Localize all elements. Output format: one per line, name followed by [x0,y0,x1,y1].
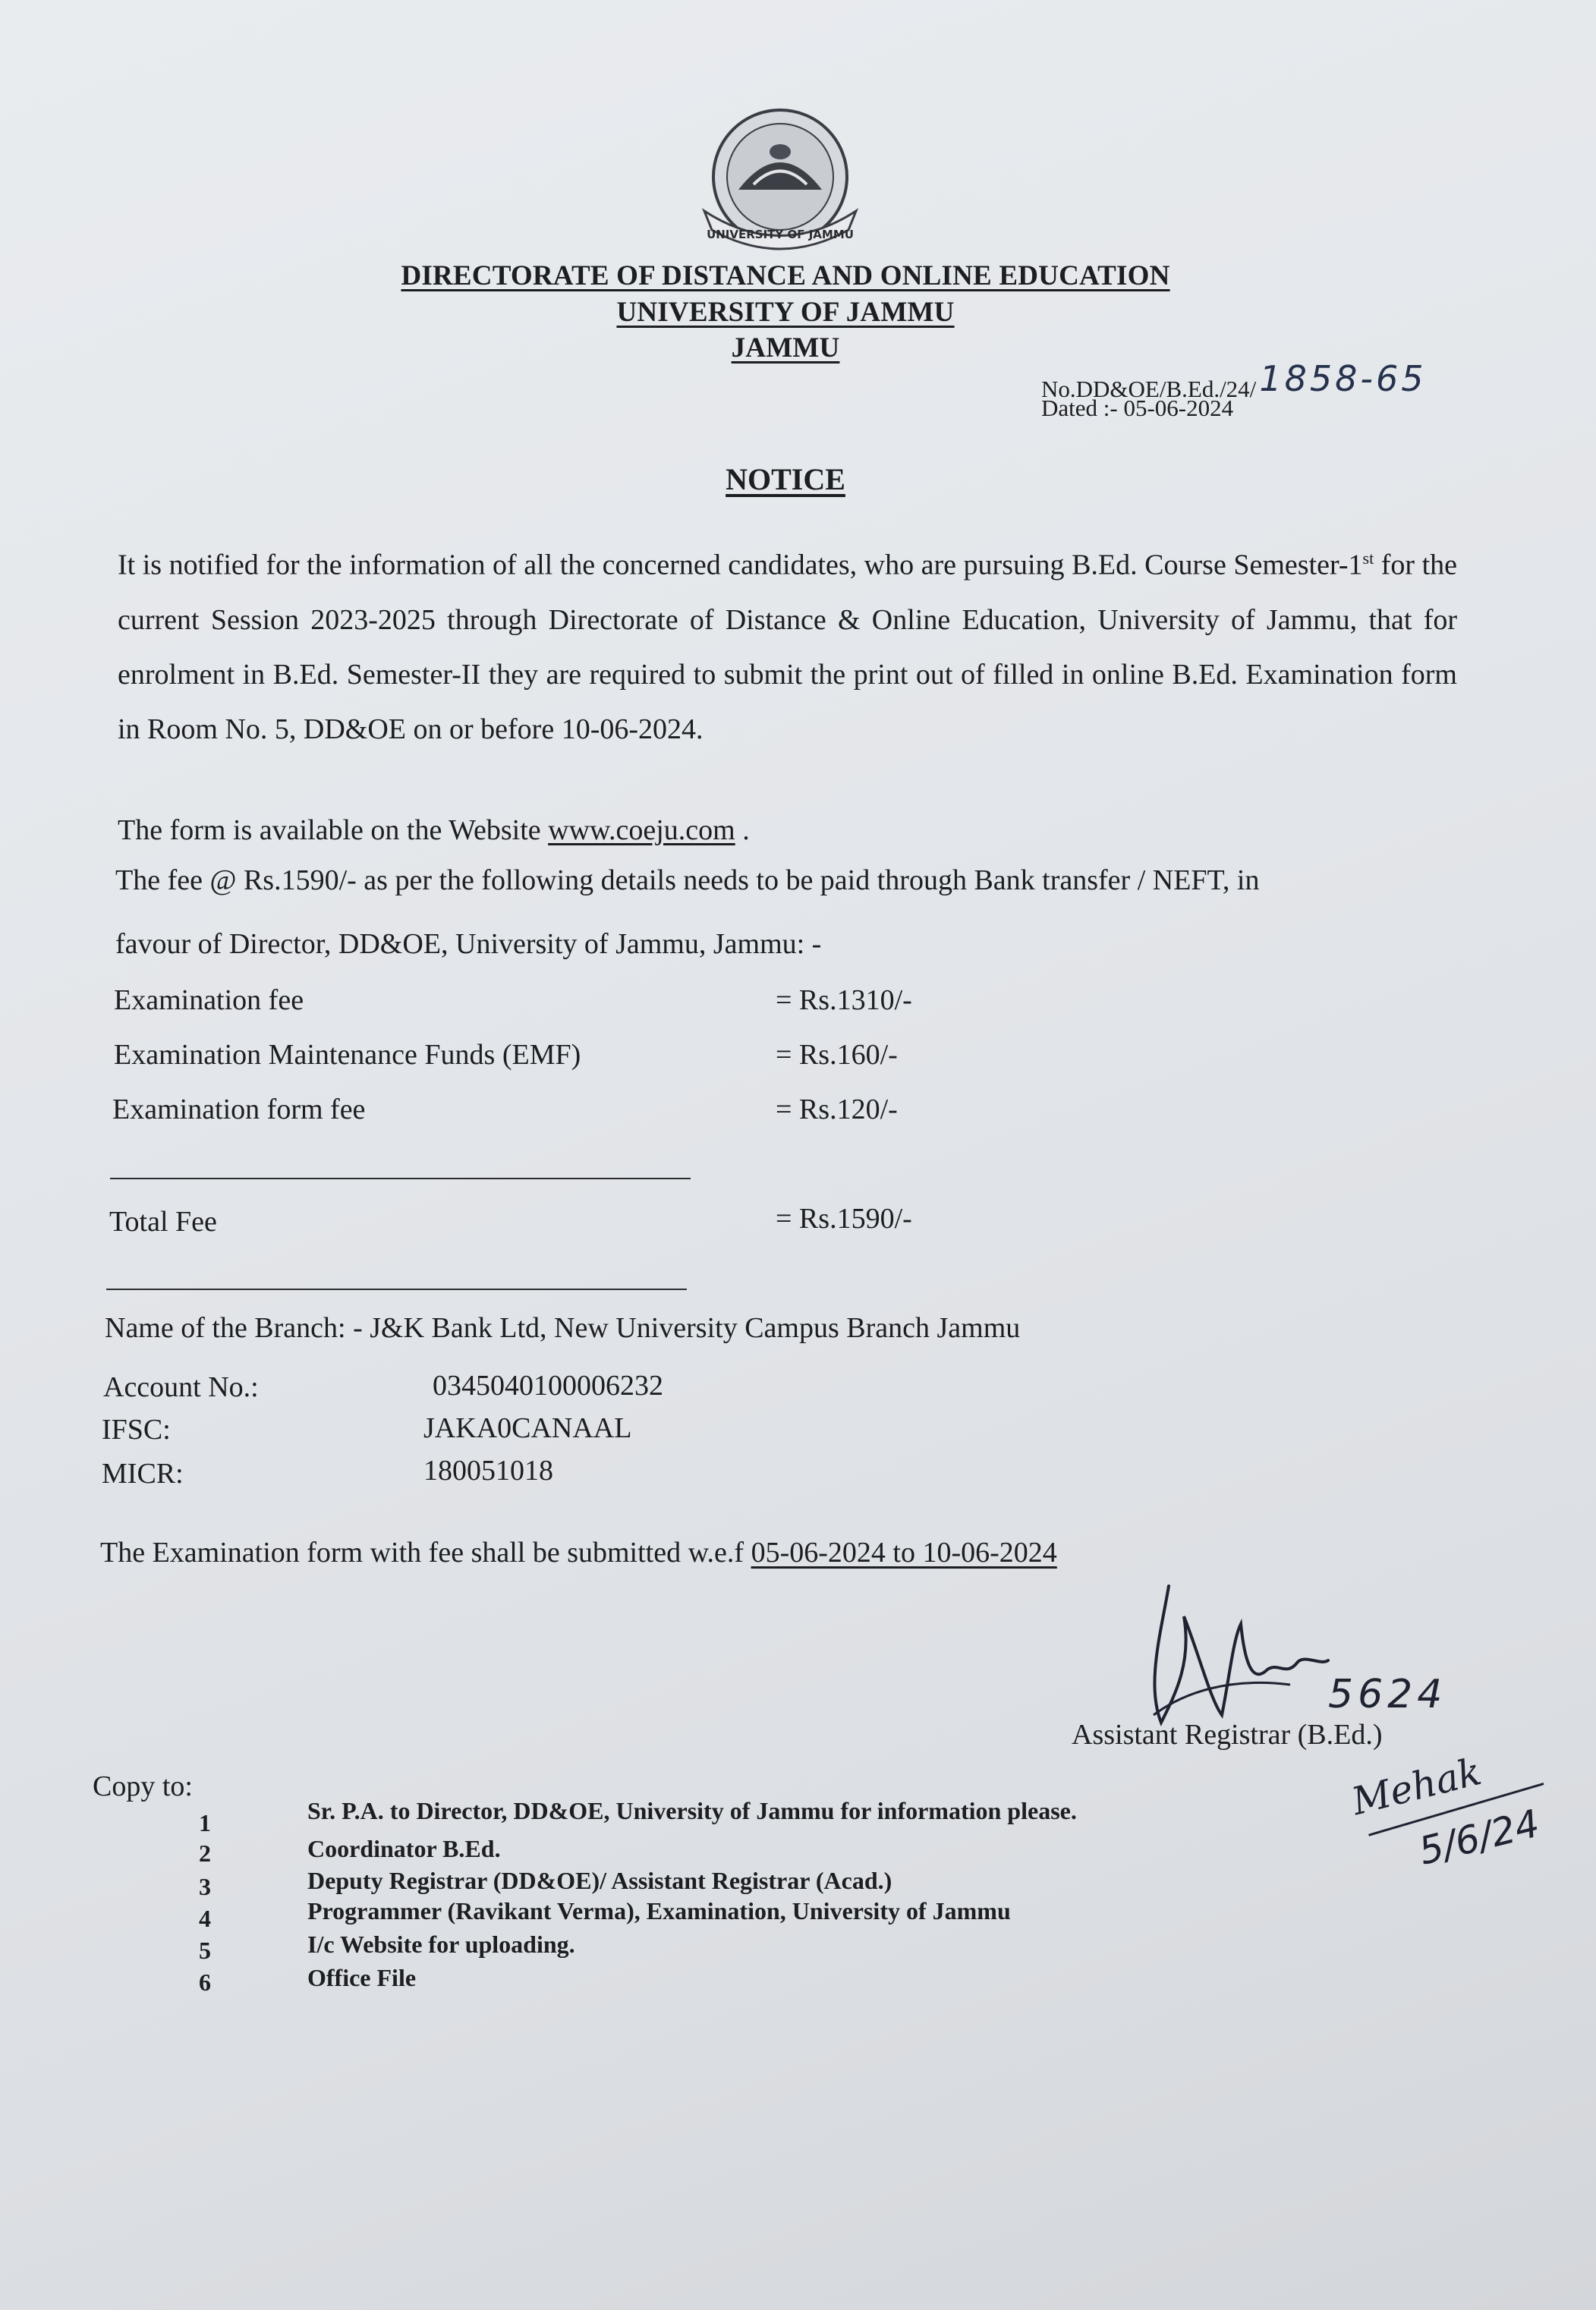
bank-branch: Name of the Branch: - J&K Bank Ltd, New University Campus Branch Jammu [105,1312,1021,1344]
designation: Assistant Registrar (B.Ed.) [1072,1719,1383,1751]
notice-date: Dated :- 05-06-2024 [1041,395,1234,421]
fee-row-amount: = Rs.160/- [776,1039,898,1071]
directorate-heading: DIRECTORATE OF DISTANCE AND ONLINE EDUCATION [401,260,1170,291]
website-link[interactable]: www.coeju.com [548,814,735,846]
receipt-name: Mehak [1347,1749,1486,1824]
micr-label: MICR: [102,1458,184,1490]
copy-to-item: Coordinator B.Ed. [307,1835,501,1862]
website-suffix: . [735,814,750,846]
copy-to-number: 6 [199,1969,211,1996]
copy-to-item: I/c Website for uploading. [307,1931,575,1958]
submission-dates: 05-06-2024 to 10-06-2024 [751,1537,1057,1569]
city-heading: JAMMU [731,332,840,363]
notice-title: NOTICE [726,462,845,496]
receipt-handwriting [1343,1729,1571,1888]
ifsc-value: JAKA0CANAAL [423,1412,632,1444]
website-line [118,814,750,847]
reference-number-printed: No.DD&OE/B.Ed./24/ [1041,376,1257,402]
submission-line [100,1536,1057,1569]
copy-to-number: 5 [199,1937,211,1964]
university-heading: UNIVERSITY OF JAMMU [616,297,955,328]
total-fee-label: Total Fee [109,1206,217,1238]
seal-label: UNIVERSITY OF JAMMU [707,228,854,241]
copy-to-number: 4 [199,1905,211,1932]
paragraph-text-1: It is notified for the information of all the concerned candidates, who are pursuing B.Ed. Course Semester-1 [118,549,1363,581]
total-divider [106,1289,687,1290]
university-seal-logo [697,105,864,256]
copy-to-number: 1 [199,1809,211,1836]
paragraph-text-2: for the current Session 2023-2025 through Directorate of Distance & Online Education, University of Jammu, that for enrolment in B.Ed. Semester-II they are required to submit the print out of filled in online B.Ed. Examination form in Room No. 5, DD&OE on or before 10-06-2024. [118,549,1457,745]
total-fee-amount: = Rs.1590/- [776,1203,912,1235]
fee-row-amount: = Rs.1310/- [776,984,912,1016]
submission-prefix: The Examination form with fee shall be submitted w.e.f [100,1537,751,1569]
favour-line: favour of Director, DD&OE, University of Jammu, Jammu: - [115,928,822,960]
reference-number-handwritten: 1858-65 [1259,358,1427,399]
website-prefix: The form is available on the Website [118,814,549,846]
copy-to-item: Programmer (Ravikant Verma), Examination, University of Jammu [307,1897,1011,1924]
paragraph-superscript: st [1362,549,1374,568]
fee-row-amount: = Rs.120/- [776,1094,898,1125]
copy-to-number: 3 [199,1873,211,1900]
fee-instruction-line: The fee @ Rs.1590/- as per the following details needs to be paid through Bank transfer / NEFT, in [115,864,1260,896]
copy-to-heading: Copy to: [93,1770,193,1802]
copy-to-item: Deputy Registrar (DD&OE)/ Assistant Registrar (Acad.) [307,1867,892,1894]
micr-value: 180051018 [423,1455,553,1487]
ifsc-label: IFSC: [102,1414,171,1446]
receipt-date: 5/6/24 [1414,1801,1544,1874]
signature-date: 5624 [1328,1672,1447,1717]
notice-paragraph [118,531,1457,757]
account-label: Account No.: [103,1371,259,1403]
fee-row-label: Examination form fee [112,1094,366,1125]
copy-to-item: Sr. P.A. to Director, DD&OE, University of Jammu for information please. [307,1797,1077,1824]
fee-divider [110,1178,691,1179]
account-value: 0345040100006232 [433,1370,663,1402]
fee-row-label: Examination fee [114,984,304,1016]
copy-to-item: Office File [307,1964,417,1991]
copy-to-number: 2 [199,1840,211,1867]
fee-row-label: Examination Maintenance Funds (EMF) [114,1039,581,1071]
